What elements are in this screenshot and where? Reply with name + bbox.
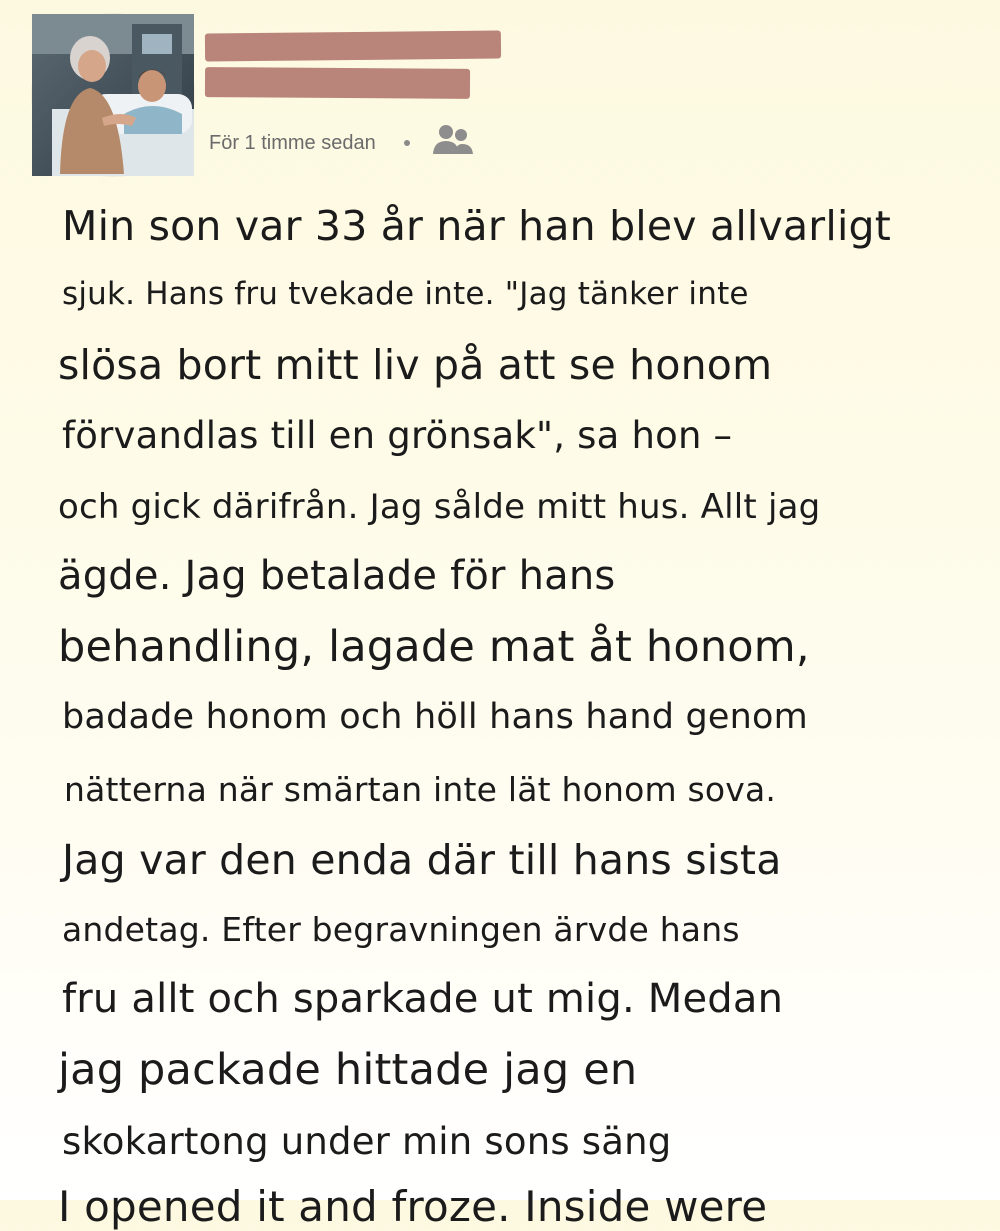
avatar-photo: [32, 14, 194, 176]
story-line: Min son var 33 år när han blev allvarligt: [62, 202, 892, 250]
story-line: Jag var den enda där till hans sista: [62, 836, 782, 884]
story-line: ägde. Jag betalade för hans: [58, 553, 616, 599]
story-line: skokartong under min sons säng: [62, 1120, 672, 1163]
author-subtitle-redaction: [205, 67, 470, 99]
friends-icon[interactable]: [432, 123, 474, 163]
story-line: I opened it and froze. Inside were: [58, 1182, 768, 1231]
story-line: behandling, lagade mat åt honom,: [58, 622, 810, 672]
story-line: och gick därifrån. Jag sålde mitt hus. Allt jag: [58, 487, 821, 527]
author-name-redaction: [205, 30, 501, 61]
post-meta: [209, 130, 474, 156]
separator-dot: [404, 140, 410, 146]
story-line: jag packade hittade jag en: [58, 1045, 638, 1095]
post-timestamp[interactable]: För 1 timme sedan: [209, 131, 376, 154]
story-line: andetag. Efter begravningen ärvde hans: [62, 910, 740, 949]
story-line: sjuk. Hans fru tvekade inte. "Jag tänker inte: [62, 276, 749, 312]
story-line: nätterna när smärtan inte lät honom sova.: [64, 770, 777, 809]
story-line: fru allt och sparkade ut mig. Medan: [62, 976, 784, 1022]
story-line: förvandlas till en grönsak", sa hon –: [62, 414, 733, 457]
story-line: slösa bort mitt liv på att se honom: [58, 341, 773, 389]
author-avatar[interactable]: [32, 14, 194, 176]
story-line: badade honom och höll hans hand genom: [62, 697, 808, 737]
